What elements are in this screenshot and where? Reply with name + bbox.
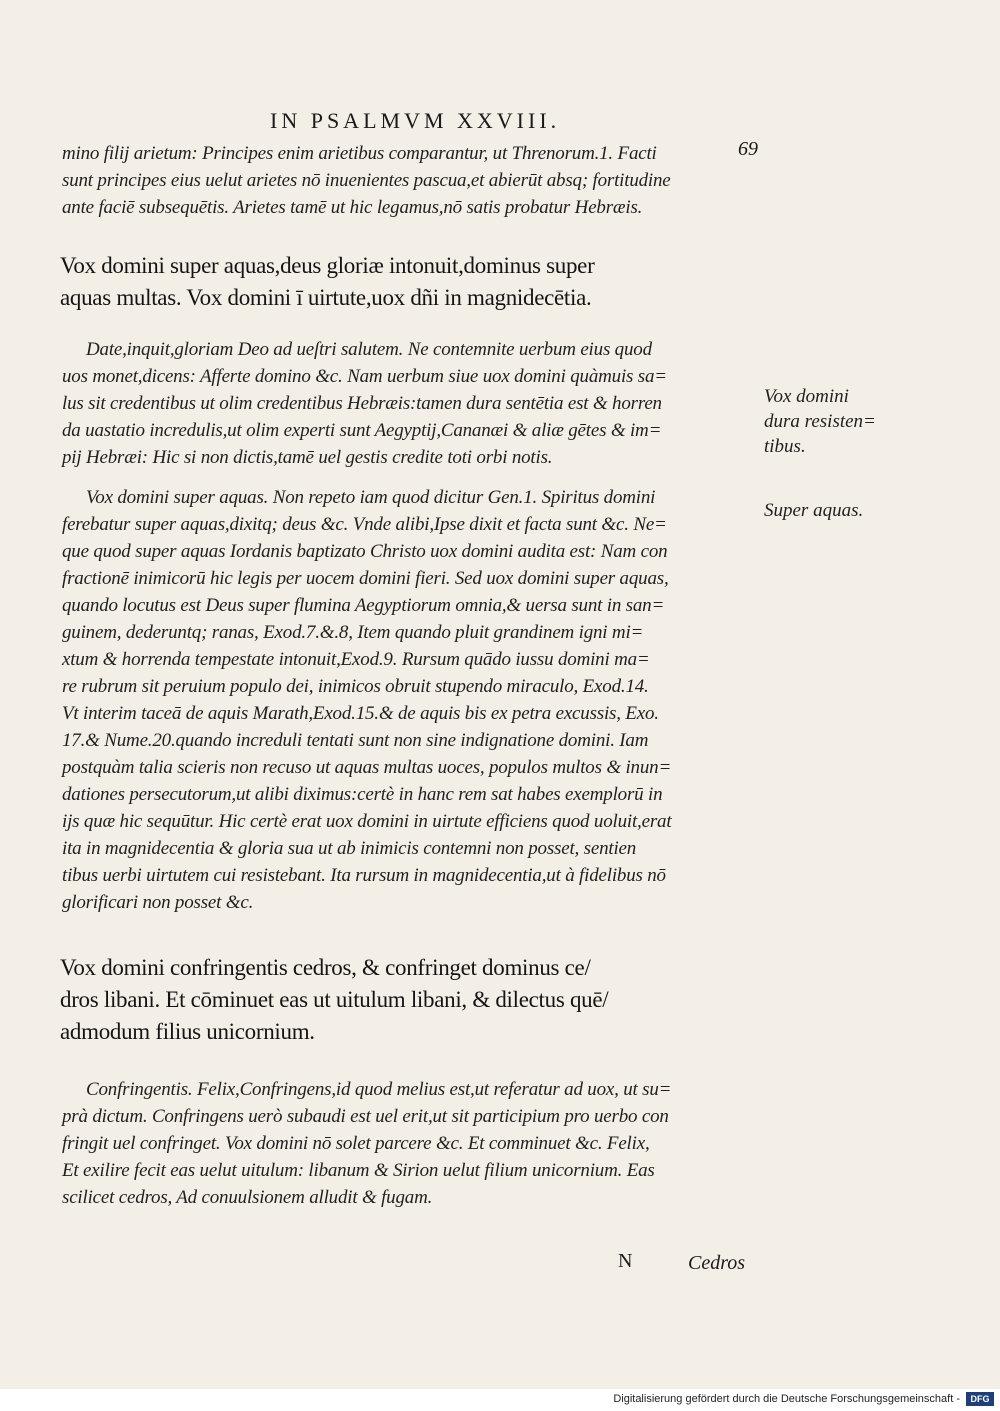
footer-credit: Digitalisierung gefördert durch die Deutsche Forschungsgemeinschaft - <box>613 1393 960 1405</box>
text-line: mino filij arietum: Principes enim arietibus comparantur, ut Threnorum.1. Facti <box>62 143 657 164</box>
text-line: postquàm talia scieris non recuso ut aquas multas uoces, populos multos & inun= <box>62 757 672 778</box>
footer-bar <box>0 1389 1000 1411</box>
text-line: dationes persecutorum,ut alibi diximus:certè in hanc rem sat habes exemplorū in <box>62 784 663 805</box>
dfg-logo: DFG <box>966 1392 994 1406</box>
text-line: guinem, dederuntq; ranas, Exod.7.&.8, Item quando pluit grandinem igni mi= <box>62 622 644 643</box>
catchword: Cedros <box>688 1252 746 1274</box>
marginal-line: Vox domini <box>764 386 849 407</box>
verse-line: Vox domini confringentis cedros, & confringet dominus ce/ <box>60 955 591 980</box>
commentary-paragraph-4 <box>62 1076 760 1211</box>
text-line: Confringentis. Felix,Confringens,id quod melius est,ut referatur ad uox, ut su= <box>86 1079 672 1100</box>
verse-line: aquas multas. Vox domini ī uirtute,uox dñi in magnidecētia. <box>60 285 592 310</box>
marginal-line: tibus. <box>764 436 806 457</box>
page-number: 69 <box>738 138 758 160</box>
text-line: Vox domini super aquas. Non repeto iam quod dicitur Gen.1. Spiritus domini <box>86 487 656 508</box>
marginal-line: Super aquas. <box>764 500 864 521</box>
text-line: sunt principes eius uelut arietes nō inuenientes pascua,et abierūt absq; fortitudine <box>62 170 671 191</box>
commentary-paragraph-1 <box>62 140 760 221</box>
text-line: uos monet,dicens: Afferte domino &c. Nam uerbum siue uox domini quàmuis sa= <box>62 366 667 387</box>
text-line: scilicet cedros, Ad conuulsionem alludit & fugam. <box>62 1187 433 1208</box>
text-line: ita in magnidecentia & gloria sua ut ab inimicis contemni non posset, sentien <box>62 838 637 859</box>
text-line: 17.& Nume.20.quando increduli tentati sunt non sine indignatione domini. Iam <box>62 730 649 751</box>
text-line: fractionē inimicorū hic legis per uocem domini fieri. Sed uox domini super aquas, <box>62 568 669 589</box>
text-line: da uastatio incredulis,ut olim experti sunt Aegyptij,Cananæi & aliæ gētes & im= <box>62 420 662 441</box>
signature-mark: N <box>618 1250 633 1272</box>
text-line: pij Hebræi: Hic si non dictis,tamē uel gestis credite toti orbi notis. <box>62 447 553 468</box>
text-line: prà dictum. Confringens uerò subaudi est uel erit,ut sit participium pro uerbo con <box>62 1106 669 1127</box>
text-line: ante faciē subsequētis. Arietes tamē ut hic legamus,nō satis probatur Hebræis. <box>62 197 643 218</box>
running-head: IN PSALMVM XXVIII. <box>270 108 561 133</box>
text-line: Vt interim taceā de aquis Marath,Exod.15.& de aquis bis ex petra excussis, Exo. <box>62 703 659 724</box>
text-line: Et exilire fecit eas uelut uitulum: libanum & Sirion uelut filium unicornium. Eas <box>62 1160 655 1181</box>
text-line: quando locutus est Deus super flumina Aegyptiorum omnia,& uersa sunt in san= <box>62 595 665 616</box>
text-line: que quod super aquas Iordanis baptizato Christo uox domini audita est: Nam con <box>62 541 668 562</box>
text-line: xtum & horrenda tempestate intonuit,Exod.9. Rursum quādo iussu domini ma= <box>62 649 650 670</box>
text-line: ijs quæ hic sequūtur. Hic certè erat uox domini in uirtute efficiens quod uoluit,erat <box>62 811 672 832</box>
psalm-verse-2 <box>60 952 760 1048</box>
text-line: Date,inquit,gloriam Deo ad ueſtri salutem. Ne contemnite uerbum eius quod <box>86 339 652 360</box>
text-line: lus sit credentibus ut olim credentibus Hebræis:tamen dura sentētia est & horren <box>62 393 662 414</box>
marginal-note-1 <box>764 384 884 459</box>
text-line: glorificari non posset &c. <box>62 892 254 913</box>
psalm-verse-1 <box>60 250 760 314</box>
verse-line: admodum filius unicornium. <box>60 1019 315 1044</box>
text-line: re rubrum sit peruium populo dei, inimicos obruit stupendo miraculo, Exod.14. <box>62 676 649 697</box>
marginal-line: dura resisten= <box>764 411 876 432</box>
text-line: tibus uerbi uirtutem cui resistebant. Ita rursum in magnidecentia,ut à fidelibus nō <box>62 865 666 886</box>
verse-line: Vox domini super aquas,deus gloriæ intonuit,dominus super <box>60 253 595 278</box>
verse-line: dros libani. Et cōminuet eas ut uitulum libani, & dilectus quē/ <box>60 987 609 1012</box>
text-line: ferebatur super aquas,dixitq; deus &c. Vnde alibi,Ipse dixit et facta sunt &c. Ne= <box>62 514 667 535</box>
commentary-paragraph-3 <box>62 484 760 916</box>
commentary-paragraph-2 <box>62 336 760 471</box>
marginal-note-2 <box>764 498 884 523</box>
text-line: fringit uel confringet. Vox domini nō solet parcere &c. Et comminuet &c. Felix, <box>62 1133 650 1154</box>
